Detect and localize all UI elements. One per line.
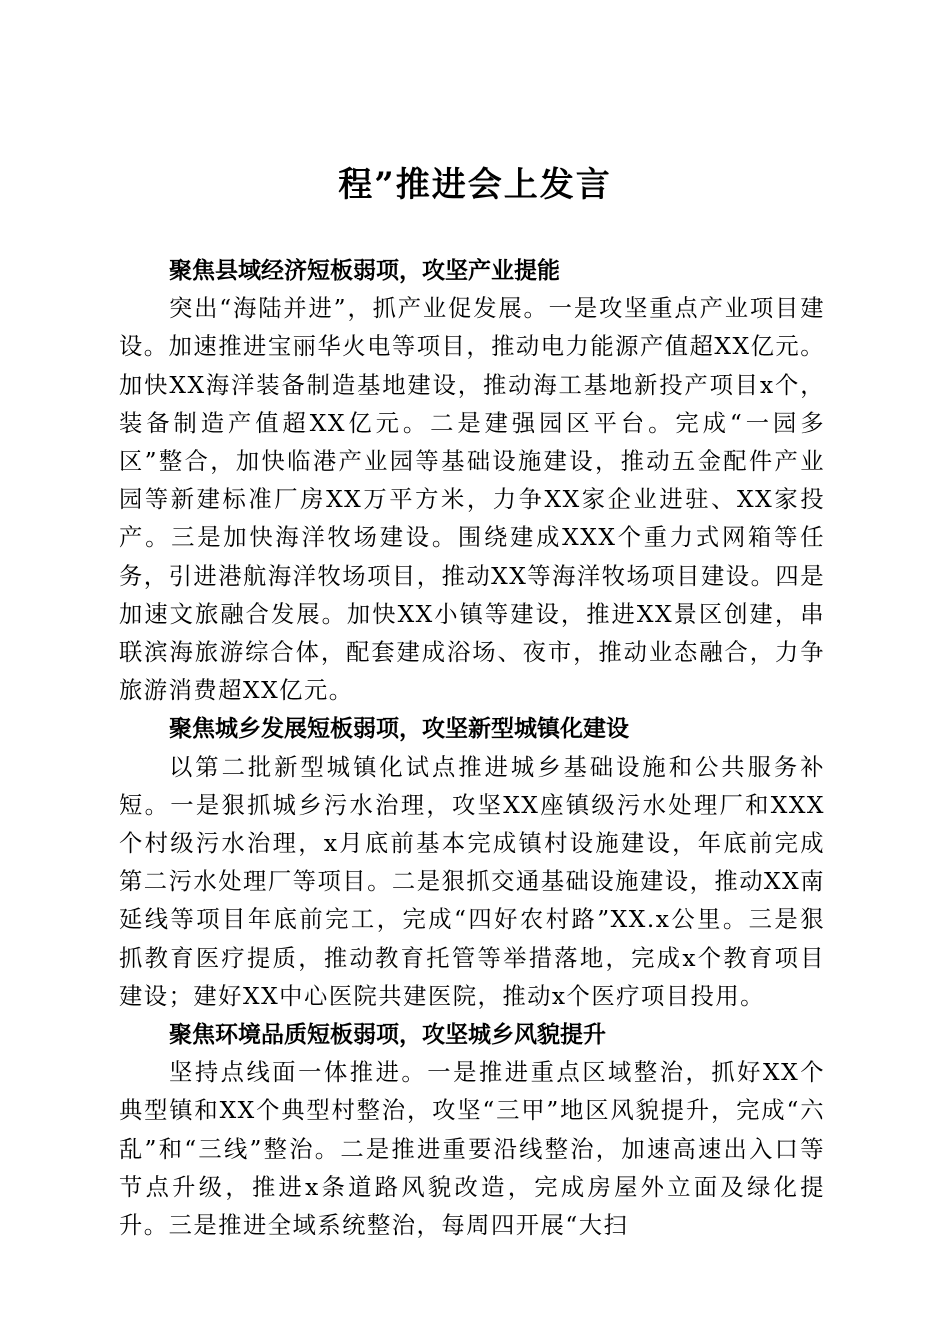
document-body <box>119 252 825 1245</box>
section-heading-environment: 聚焦环境品质短板弱项，攻坚城乡风貌提升 <box>169 1022 606 1049</box>
section-paragraph-industry: 突出“海陆并进”，抓产业促发展。一是攻坚重点产业项目建设。加速推进宝丽华火电等项目，推动电力能源产值超XX亿元。加快XX海洋装备制造基地建设，推动海工基地新投产项目x个，装备制造产值超XX亿元。二是建强园区平台。完成“一园多区”整合，加快临港产业园等基础设施建设，推动五金配件产业园等新建标准厂房XX万平方米，力争XX家企业进驻、XX家投产。三是加快海洋牧场建设。围绕建成XXX个重力式网箱等任务，引进港航海洋牧场项目，推动XX等海洋牧场项目建设。四是加速文旅融合发展。加快XX小镇等建设，推进XX景区创建，串联滨海旅游综合体，配套建成浴场、夜市，推动业态融合，力争旅游消费超XX亿元。 <box>119 295 825 705</box>
section-paragraph-environment: 坚持点线面一体推进。一是推进重点区域整治，抓好XX个典型镇和XX个典型村整治，攻坚“三甲”地区风貌提升，完成“六乱”和“三线”整治。二是推进重要沿线整治，加速高速出入口等节点升级，推进x条道路风貌改造，完成房屋外立面及绿化提升。三是推进全域系统整治，每周四开展“大扫 <box>119 1059 825 1240</box>
section-heading-urbanization: 聚焦城乡发展短板弱项，攻坚新型城镇化建设 <box>169 716 629 743</box>
section-paragraph-urbanization: 以第二批新型城镇化试点推进城乡基础设施和公共服务补短。一是狠抓城乡污水治理，攻坚XX座镇级污水处理厂和XXX个村级污水治理，x月底前基本完成镇村设施建设，年底前完成第二污水处理厂等项目。二是狠抓交通基础设施建设，推动XX南延线等项目年底前完工，完成“四好农村路”XX.x公里。三是狠抓教育医疗提质，推动教育托管等举措落地，完成x个教育项目建设；建好XX中心医院共建医院，推动x个医疗项目投用。 <box>119 753 825 1010</box>
page-title: 程”推进会上发言 <box>338 165 612 205</box>
section-heading-industry: 聚焦县域经济短板弱项，攻坚产业提能 <box>169 258 560 284</box>
